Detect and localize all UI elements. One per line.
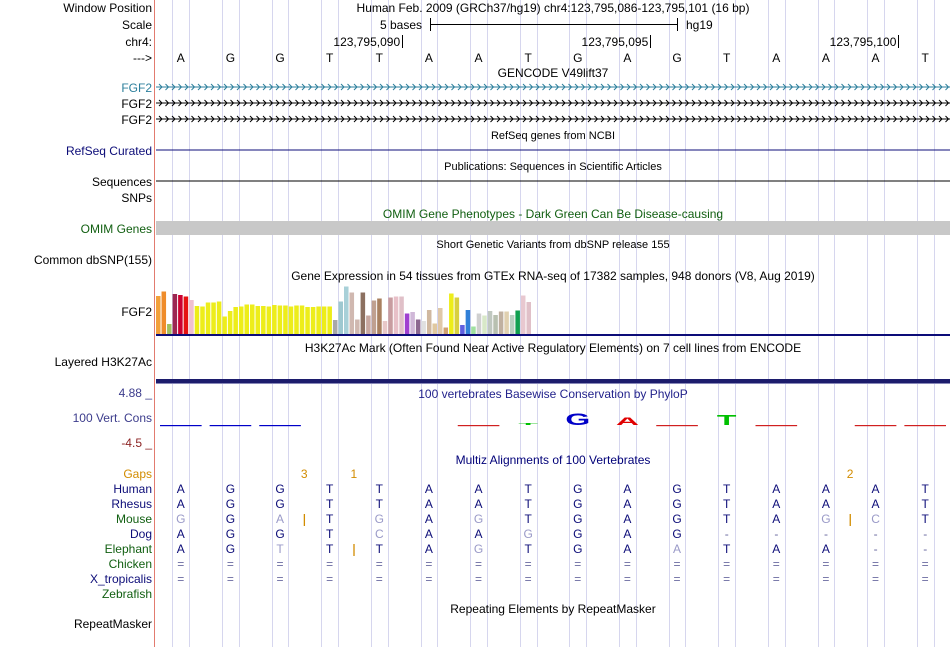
alignment-base: T xyxy=(276,542,284,556)
gtex-tissue-bar[interactable] xyxy=(300,306,305,335)
species-label[interactable]: Human xyxy=(113,482,152,496)
alignment-base: T xyxy=(921,482,929,496)
alignment-base: G xyxy=(473,512,484,526)
alignment-base: G xyxy=(523,527,533,541)
alignment-base: T xyxy=(375,542,383,556)
alignment-base: - xyxy=(873,542,878,556)
alignment-base: A xyxy=(623,482,632,496)
alignment-base: = xyxy=(276,557,284,571)
gtex-tissue-bar[interactable] xyxy=(289,307,294,335)
alignment-base: A xyxy=(772,542,781,556)
alignment-base: = xyxy=(524,572,532,586)
base-letter: T xyxy=(524,51,532,65)
alignment-base: G xyxy=(275,497,285,511)
alignment-base: G xyxy=(672,527,682,541)
gtex-tissue-bar[interactable] xyxy=(278,306,283,335)
base-letter: T xyxy=(375,51,383,65)
phylop-negative-bar xyxy=(458,425,500,426)
gtex-tissue-bar[interactable] xyxy=(432,324,437,335)
gtex-tissue-bar[interactable] xyxy=(394,297,399,335)
alignment-base: A xyxy=(623,527,632,541)
alignment-base: G xyxy=(275,482,285,496)
gtex-tissue-bar[interactable] xyxy=(499,312,504,335)
alignment-base: = xyxy=(574,557,582,571)
gtex-tissue-bar[interactable] xyxy=(438,308,443,334)
gtex-tissue-bar[interactable] xyxy=(460,325,465,334)
gtex-tissue-bar[interactable] xyxy=(521,296,526,335)
alignment-base: A xyxy=(176,527,185,541)
phylop-base-glyph: A xyxy=(615,415,639,428)
gtex-tissue-bar[interactable] xyxy=(256,306,261,334)
alignment-base: T xyxy=(723,482,731,496)
gencode-gene-label[interactable]: FGF2 xyxy=(121,81,152,95)
alignment-base: = xyxy=(921,572,929,586)
gtex-tissue-bar[interactable] xyxy=(383,321,388,334)
base-letter: A xyxy=(474,51,483,65)
gencode-gene-label[interactable]: FGF2 xyxy=(121,113,152,127)
gtex-tissue-bar[interactable] xyxy=(444,328,449,335)
alignment-base: A xyxy=(772,497,781,511)
alignment-base: T xyxy=(326,482,334,496)
dbsnp-track-title: Short Genetic Variants from dbSNP release 155 xyxy=(436,239,670,251)
dbsnp-label[interactable]: Common dbSNP(155) xyxy=(33,253,152,267)
phylop-negative-bar xyxy=(855,425,897,426)
base-letter: G xyxy=(275,51,285,65)
gtex-tissue-bar[interactable] xyxy=(294,306,299,335)
gtex-tissue-bar[interactable] xyxy=(222,317,227,335)
alignment-base: G xyxy=(473,542,484,556)
gtex-tissue-bar[interactable] xyxy=(272,305,277,334)
gencode-gene-label[interactable]: FGF2 xyxy=(121,97,152,111)
alignment-base: A xyxy=(871,497,880,511)
alignment-base: = xyxy=(822,572,830,586)
alignment-base: = xyxy=(425,572,433,586)
gaps-label: Gaps xyxy=(123,467,152,481)
gtex-tissue-bar[interactable] xyxy=(206,303,211,335)
gtex-tissue-bar[interactable] xyxy=(261,306,266,334)
alignment-base: = xyxy=(921,557,929,571)
alignment-base: G xyxy=(573,482,583,496)
alignment-base: = xyxy=(475,557,483,571)
alignment-base: T xyxy=(921,497,929,511)
gtex-tissue-bar[interactable] xyxy=(311,307,316,334)
phylop-negative-bar xyxy=(259,425,301,426)
alignment-base: = xyxy=(723,557,731,571)
gtex-tissue-bar[interactable] xyxy=(477,314,482,335)
gtex-tissue-bar[interactable] xyxy=(526,302,531,334)
gtex-tissue-bar[interactable] xyxy=(449,294,454,335)
phylop-negative-bar xyxy=(160,425,202,426)
base-letter: A xyxy=(772,51,781,65)
gtex-tissue-bar[interactable] xyxy=(366,316,371,335)
publications-track-title: Publications: Sequences in Scientific Articles xyxy=(444,161,662,173)
alignment-base: G xyxy=(573,512,583,526)
alignment-base: = xyxy=(673,572,681,586)
alignment-base: = xyxy=(226,557,234,571)
alignment-base: A xyxy=(474,527,483,541)
gtex-tissue-bar[interactable] xyxy=(455,298,460,335)
gtex-tissue-bar[interactable] xyxy=(515,311,520,335)
base-letter: A xyxy=(821,51,830,65)
alignment-base: G xyxy=(573,542,583,556)
scale-bar-db: hg19 xyxy=(686,18,713,32)
gtex-tissue-bar[interactable] xyxy=(333,320,338,334)
alignment-base: G xyxy=(573,497,583,511)
base-letter: A xyxy=(871,51,880,65)
alignment-base: A xyxy=(673,542,682,556)
alignment-base: = xyxy=(872,557,880,571)
gtex-tissue-bar[interactable] xyxy=(510,315,515,334)
gtex-tissue-bar[interactable] xyxy=(399,297,404,335)
multiz-track-title: Multiz Alignments of 100 Vertebrates xyxy=(455,453,651,467)
gtex-tissue-bar[interactable] xyxy=(338,302,343,335)
species-label[interactable]: Chicken xyxy=(108,557,152,571)
h3k27ac-signal xyxy=(156,379,950,383)
base-letter: T xyxy=(723,51,731,65)
alignment-base: = xyxy=(326,572,334,586)
position-label: 123,795,100 xyxy=(829,35,897,49)
alignment-base: T xyxy=(375,482,383,496)
window-position-label: Window Position xyxy=(63,1,152,15)
species-label[interactable]: Zebrafish xyxy=(101,587,152,601)
species-label[interactable]: X_tropicalis xyxy=(89,572,152,586)
alignment-base: A xyxy=(821,497,830,511)
alignment-base: = xyxy=(723,572,731,586)
species-label[interactable]: Dog xyxy=(129,527,152,541)
gtex-tissue-bar[interactable] xyxy=(466,310,471,334)
phylop-base-glyph: G xyxy=(565,410,591,429)
alignment-base: - xyxy=(724,527,729,541)
sequences-label[interactable]: Sequences xyxy=(91,175,152,189)
alignment-base: T xyxy=(326,497,334,511)
gtex-tissue-bar[interactable] xyxy=(322,307,327,335)
gap-count: 2 xyxy=(846,467,854,481)
phylop-base-glyph: T xyxy=(518,422,538,426)
phylop-base-glyph: T xyxy=(716,411,737,429)
base-letter: G xyxy=(672,51,682,65)
gtex-tissue-bar[interactable] xyxy=(355,320,360,335)
gtex-tissue-bar[interactable] xyxy=(421,321,426,334)
alignment-base: = xyxy=(177,572,185,586)
alignment-base: A xyxy=(772,482,781,496)
alignment-base: T xyxy=(326,527,334,541)
alignment-base: G xyxy=(672,482,682,496)
alignment-base: G xyxy=(225,482,236,496)
gtex-tissue-bar[interactable] xyxy=(344,287,349,335)
alignment-base: = xyxy=(623,572,631,586)
alignment-base: = xyxy=(872,572,880,586)
gtex-tissue-bar[interactable] xyxy=(178,295,183,334)
alignment-base: - xyxy=(923,542,928,556)
alignment-base: C xyxy=(871,512,880,526)
gtex-tissue-bar[interactable] xyxy=(184,297,189,335)
alignment-base: = xyxy=(475,572,483,586)
alignment-base: T xyxy=(921,512,929,526)
species-label[interactable]: Elephant xyxy=(104,542,152,556)
alignment-base: A xyxy=(772,512,781,526)
gtex-tissue-bar[interactable] xyxy=(471,327,476,335)
h3k27ac-track-title: H3K27Ac Mark (Often Found Near Active Regulatory Elements) on 7 cell lines from ENCODE xyxy=(304,341,802,355)
alignment-base: - xyxy=(923,527,928,541)
gtex-tissue-bar[interactable] xyxy=(504,312,509,335)
gtex-tissue-bar[interactable] xyxy=(283,306,288,335)
alignment-base: A xyxy=(424,542,433,556)
alignment-base: - xyxy=(873,527,878,541)
snps-label[interactable]: SNPs xyxy=(121,191,152,205)
gap-count: 1 xyxy=(350,467,358,481)
base-letter: G xyxy=(573,51,583,65)
alignment-base: = xyxy=(772,572,780,586)
alignment-base: T xyxy=(326,512,334,526)
gtex-tissue-bar[interactable] xyxy=(211,303,216,335)
alignment-base: = xyxy=(326,557,334,571)
alignment-base: = xyxy=(574,572,582,586)
phylop-negative-bar xyxy=(904,425,946,426)
alignment-base: = xyxy=(276,572,284,586)
phylop-min-label: -4.5 _ xyxy=(121,436,152,450)
alignment-base: A xyxy=(176,482,185,496)
scale-bar-text: 5 bases xyxy=(380,18,423,32)
phylop-negative-bar xyxy=(210,425,252,426)
position-label: 123,795,090 xyxy=(333,35,401,49)
gap-count: 3 xyxy=(300,467,308,481)
alignment-base: T xyxy=(326,542,334,556)
alignment-base: A xyxy=(871,482,880,496)
alignment-base: A xyxy=(623,497,632,511)
repeatmasker-label[interactable]: RepeatMasker xyxy=(73,617,152,631)
alignment-base: T xyxy=(524,542,532,556)
scale-label: Scale xyxy=(121,18,152,32)
base-letter: A xyxy=(424,51,433,65)
gtex-tissue-bar[interactable] xyxy=(482,316,487,335)
gtex-tissue-bar[interactable] xyxy=(162,292,167,335)
species-label[interactable]: Rhesus xyxy=(111,497,152,511)
gtex-tissue-bar[interactable] xyxy=(350,293,355,335)
gtex-tissue-bar[interactable] xyxy=(493,315,498,334)
gtex-tissue-bar[interactable] xyxy=(217,302,222,335)
alignment-base: G xyxy=(374,512,384,526)
alignment-base: G xyxy=(176,512,186,526)
alignment-base: G xyxy=(225,497,236,511)
alignment-base: C xyxy=(374,527,384,541)
gtex-tissue-bar[interactable] xyxy=(416,320,421,335)
species-label[interactable]: Mouse xyxy=(115,512,152,526)
base-letter: T xyxy=(921,51,929,65)
refseq-curated-label[interactable]: RefSeq Curated xyxy=(65,144,152,158)
alignment-base: A xyxy=(424,497,433,511)
alignment-base: A xyxy=(424,527,433,541)
omim-track-title: OMIM Gene Phenotypes - Dark Green Can Be Disease-causing xyxy=(382,207,724,221)
gtex-tissue-bar[interactable] xyxy=(388,298,393,335)
alignment-base: G xyxy=(225,527,236,541)
gtex-tissue-bar[interactable] xyxy=(377,299,382,335)
gtex-gene-label[interactable]: FGF2 xyxy=(121,305,152,319)
alignment-base: - xyxy=(823,527,828,541)
alignment-base: G xyxy=(275,527,285,541)
alignment-base: A xyxy=(474,482,483,496)
alignment-base: T xyxy=(524,497,532,511)
strand-label: ---> xyxy=(133,51,152,65)
alignment-base: A xyxy=(474,497,483,511)
base-letter: A xyxy=(623,51,632,65)
gtex-tissue-bar[interactable] xyxy=(361,293,366,335)
alignment-base: = xyxy=(226,572,234,586)
gtex-tissue-bar[interactable] xyxy=(372,301,377,335)
phylop-negative-bar xyxy=(656,425,698,426)
alignment-base: A xyxy=(276,512,285,526)
base-letter: G xyxy=(225,51,236,65)
gencode-track-title: GENCODE V49lift37 xyxy=(497,66,609,80)
position-label: 123,795,095 xyxy=(581,35,649,49)
gtex-tissue-bar[interactable] xyxy=(156,296,161,334)
alignment-base: T xyxy=(723,542,731,556)
omim-genes-label[interactable]: OMIM Genes xyxy=(80,222,152,236)
alignment-base: G xyxy=(672,497,682,511)
phylop-negative-bar xyxy=(756,425,798,426)
alignment-base: G xyxy=(821,512,831,526)
gtex-tissue-bar[interactable] xyxy=(405,314,410,335)
phylop-track-title: 100 vertebrates Basewise Conservation by PhyloP xyxy=(418,387,688,401)
gtex-tissue-bar[interactable] xyxy=(250,305,255,335)
gtex-tissue-bar[interactable] xyxy=(427,310,432,334)
alignment-base: = xyxy=(425,557,433,571)
alignment-base: A xyxy=(623,512,632,526)
base-letter: T xyxy=(326,51,334,65)
gtex-tissue-bar[interactable] xyxy=(189,300,194,334)
alignment-base: A xyxy=(821,542,830,556)
alignment-base: T xyxy=(524,512,532,526)
alignment-base: A xyxy=(623,542,632,556)
alignment-base: G xyxy=(225,542,236,556)
alignment-base: = xyxy=(772,557,780,571)
alignment-base: G xyxy=(225,512,236,526)
alignment-base: T xyxy=(524,482,532,496)
gtex-tissue-bar[interactable] xyxy=(488,311,493,334)
alignment-base: = xyxy=(623,557,631,571)
gtex-tissue-bar[interactable] xyxy=(327,307,332,335)
assembly-position-text: Human Feb. 2009 (GRCh37/hg19) chr4:123,795,086-123,795,101 (16 bp) xyxy=(356,1,750,15)
alignment-base: - xyxy=(774,527,779,541)
alignment-base: A xyxy=(424,512,433,526)
alignment-base: = xyxy=(375,557,383,571)
gtex-tissue-bar[interactable] xyxy=(173,294,178,334)
alignment-base: T xyxy=(375,497,383,511)
alignment-base: G xyxy=(573,527,583,541)
refseq-track-title: RefSeq genes from NCBI xyxy=(490,130,616,142)
alignment-base: = xyxy=(673,557,681,571)
alignment-base: A xyxy=(176,497,185,511)
gtex-tissue-bar[interactable] xyxy=(410,312,415,334)
gtex-tissue-bar[interactable] xyxy=(267,307,272,335)
gtex-tissue-bar[interactable] xyxy=(239,307,244,335)
alignment-base: = xyxy=(524,557,532,571)
gtex-track-title: Gene Expression in 54 tissues from GTEx RNA-seq of 17382 samples, 948 donors (V8, Aug 2019) xyxy=(291,269,815,283)
alignment-base: A xyxy=(424,482,433,496)
alignment-base: T xyxy=(723,497,731,511)
chrom-label: chr4: xyxy=(125,35,152,49)
gtex-tissue-bar[interactable] xyxy=(233,307,238,334)
base-letter: A xyxy=(176,51,185,65)
gtex-tissue-bar[interactable] xyxy=(244,305,249,335)
repeatmasker-track-title: Repeating Elements by RepeatMasker xyxy=(450,602,656,616)
phylop-track-label[interactable]: 100 Vert. Cons xyxy=(72,411,152,425)
gtex-tissue-bar[interactable] xyxy=(305,307,310,334)
phylop-max-label: 4.88 _ xyxy=(118,386,152,400)
gtex-tissue-bar[interactable] xyxy=(200,307,205,335)
h3k27ac-label[interactable]: Layered H3K27Ac xyxy=(54,355,152,369)
gtex-tissue-bar[interactable] xyxy=(316,307,321,335)
gtex-tissue-bar[interactable] xyxy=(195,306,200,334)
alignment-base: A xyxy=(176,542,185,556)
alignment-base: G xyxy=(672,512,682,526)
alignment-base: = xyxy=(822,557,830,571)
gtex-tissue-bar[interactable] xyxy=(228,311,233,334)
alignment-base: = xyxy=(177,557,185,571)
alignment-base: T xyxy=(723,512,731,526)
gtex-tissue-bar[interactable] xyxy=(167,324,172,334)
alignment-base: A xyxy=(821,482,830,496)
alignment-base: = xyxy=(375,572,383,586)
